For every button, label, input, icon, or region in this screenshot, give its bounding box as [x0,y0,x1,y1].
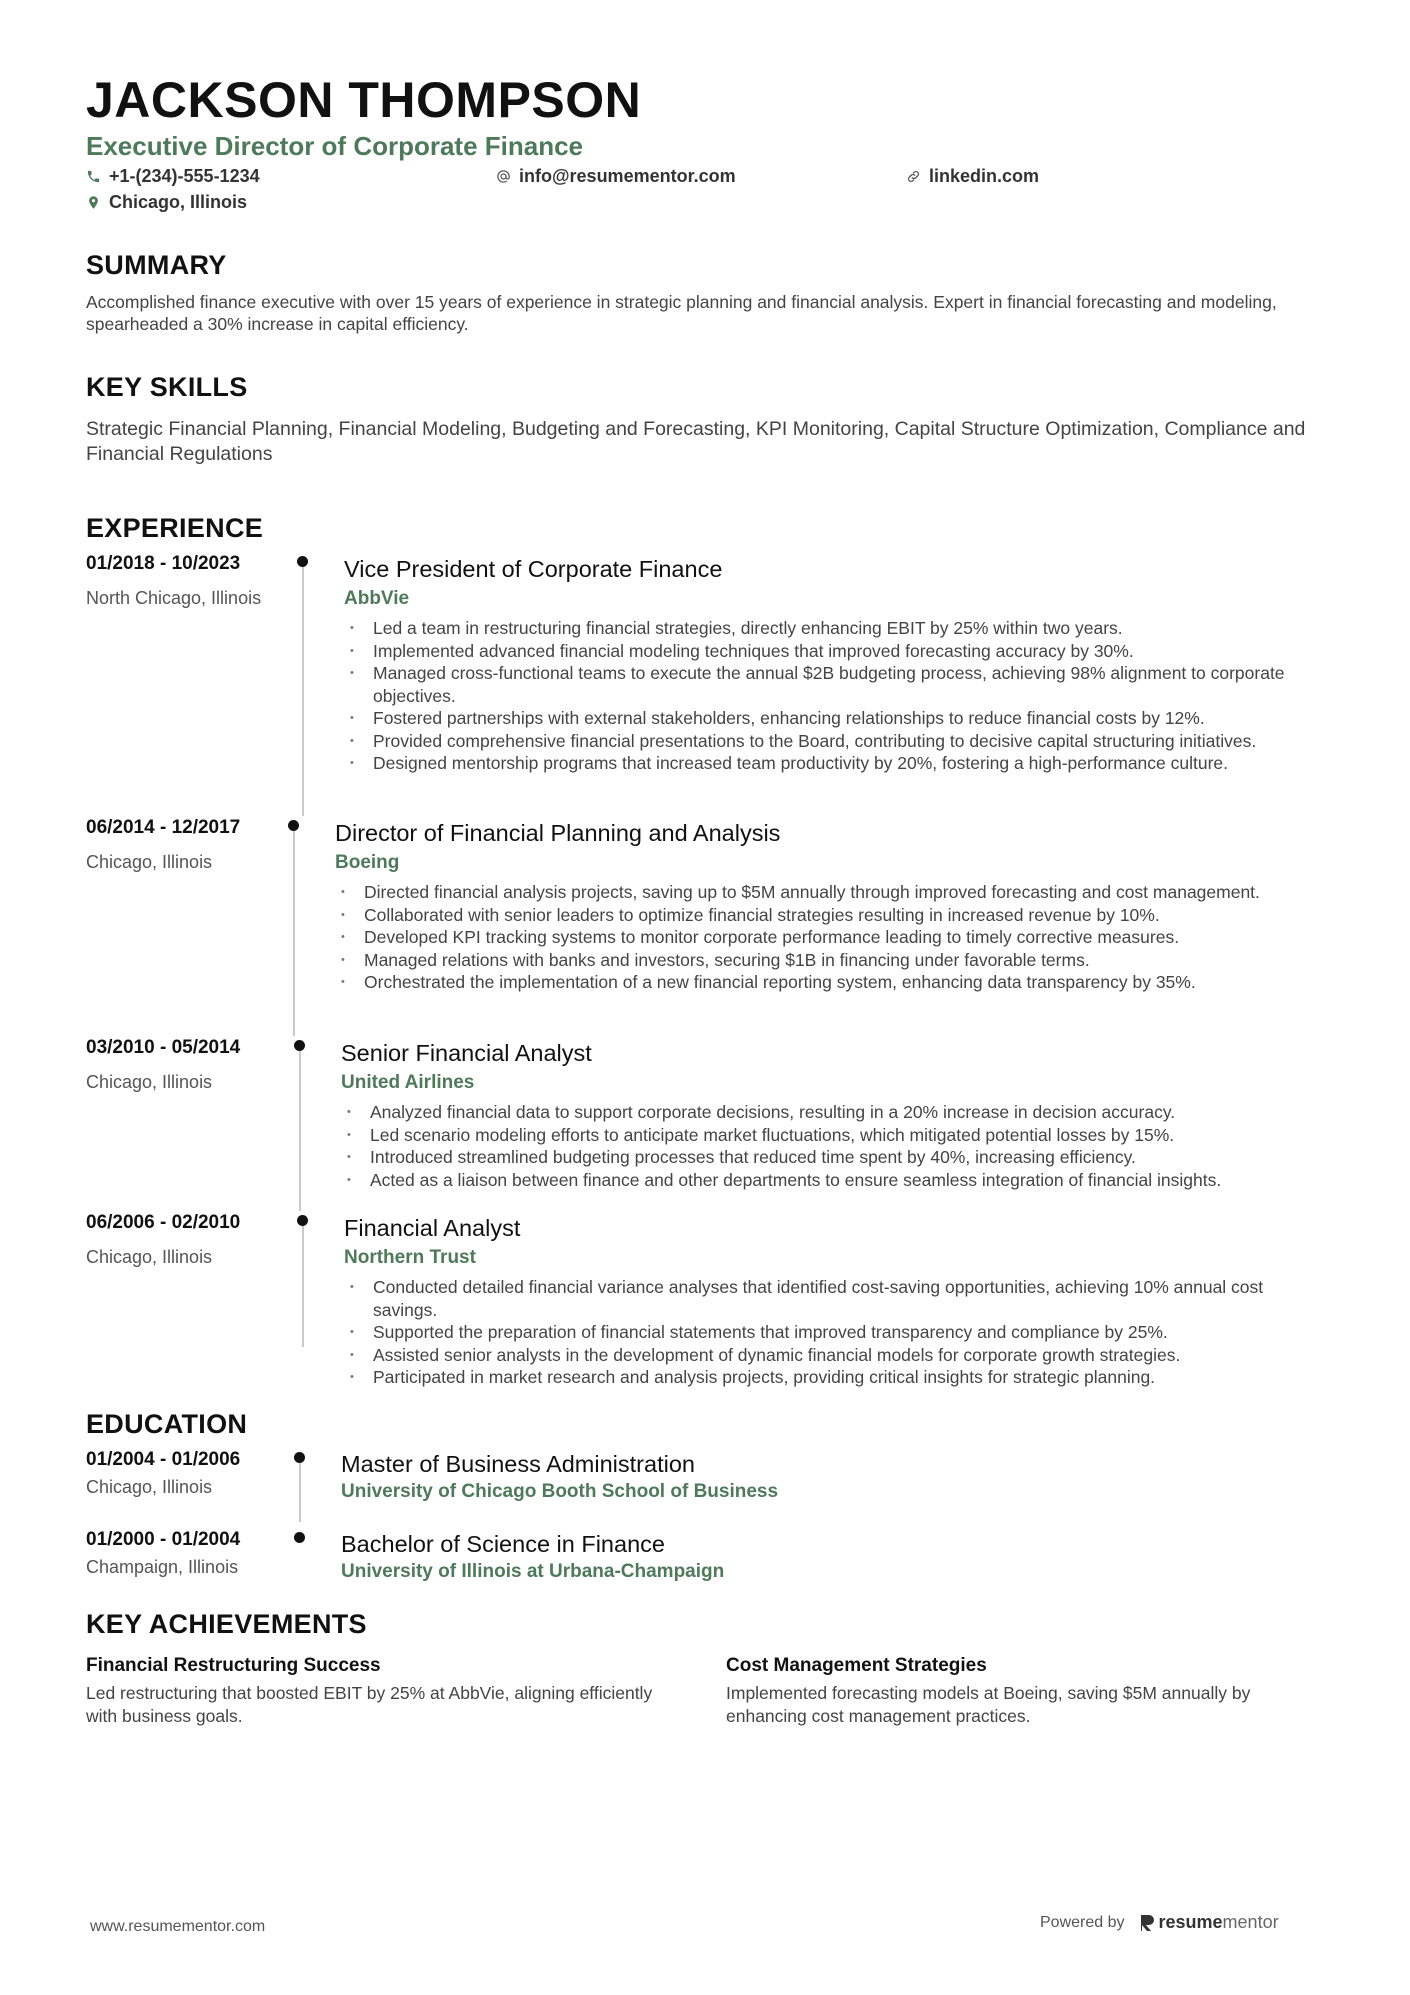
phone-text: +1-(234)-555-1234 [109,165,260,186]
contact-linkedin[interactable] [906,166,1206,186]
timeline-line [299,1454,301,1522]
brand-mentor: mentor [1222,1912,1279,1932]
bullet-item: • Collaborated with senior leaders to optimize financial strategies resulting in increased revenue by 10%. [335,904,1315,927]
achievement-title: Financial Restructuring Success [86,1655,381,1676]
education-dates: 01/2004 - 01/2006 [86,1449,241,1470]
job-details [321,1211,1324,1406]
job-details [321,1036,1321,1211]
timeline-dot [297,1215,308,1226]
skills-text: Strategic Financial Planning, Financial Modeling, Budgeting and Forecasting, KPI Monitoring, Capital Structure Optimization, Compliance and Financial Regulations [86,418,1306,465]
education-details [321,1448,778,1528]
bullet-item: • Analyzed financial data to support corporate decisions, resulting in a 20% increase in decision accuracy. [341,1101,1321,1124]
timeline-dot [297,556,308,567]
education-entry [86,1528,1326,1608]
bullet-item: • Assisted senior analysts in the development of dynamic financial models for corporate growth strategies. [344,1344,1324,1367]
job-location: Chicago, Illinois [86,1247,213,1267]
job-entry [86,552,1326,816]
bullet-item: • Led a team in restructuring financial strategies, directly enhancing EBIT by 25% within two years. [344,617,1324,640]
achievement-item [86,1654,726,1728]
timeline-line [293,822,295,1036]
job-entry [86,1036,1326,1211]
education-degree: Bachelor of Science in Finance [341,1531,665,1557]
powered-by-label: Powered by [1040,1913,1125,1931]
linkedin-link[interactable]: linkedin.com [929,165,1040,186]
bullet-item: • Led scenario modeling efforts to anticipate market fluctuations, which mitigated potential losses by 15%. [341,1124,1321,1147]
summary-title: SUMMARY [86,250,227,280]
job-details [321,816,1315,1036]
header [86,72,1326,212]
job-role: Financial Analyst [344,1215,521,1241]
headline: Executive Director of Corporate Finance [86,131,584,161]
achievements-title: KEY ACHIEVEMENTS [86,1609,367,1639]
bullet-item: • Fostered partnerships with external stakeholders, enhancing relationships to reduce financial costs by 12%. [344,707,1324,730]
job-bullets [335,881,1315,994]
bullet-item: • Provided comprehensive financial presentations to the Board, contributing to decisive capital structuring initiatives. [344,730,1324,753]
at-icon [496,169,511,184]
resume-page [86,72,1326,1728]
contact-email[interactable] [496,166,906,186]
timeline-dot [294,1452,305,1463]
candidate-name: JACKSON THOMPSON [86,72,642,128]
location-pin-icon [86,195,101,210]
job-bullets [344,1276,1324,1389]
skills-title: KEY SKILLS [86,372,248,402]
resumementor-logo-icon [1139,1914,1155,1932]
achievements-section [86,1608,1326,1728]
job-company: Northern Trust [344,1247,476,1268]
achievement-item [726,1654,1326,1728]
timeline-line [302,1217,304,1347]
job-company: United Airlines [341,1072,475,1093]
job-entry [86,1211,1326,1406]
brand-resume: resume [1158,1912,1223,1932]
summary-text: Accomplished finance executive with over 15 years of experience in strategic planning and financial analysis. Expert in financial forecasting and modeling, spearheaded a 30% increase in capital efficiency. [86,292,1277,334]
job-role: Senior Financial Analyst [341,1040,592,1066]
education-school: University of Chicago Booth School of Business [341,1481,779,1502]
job-meta [86,1036,321,1211]
job-meta [86,552,321,816]
job-dates: 06/2006 - 02/2010 [86,1212,241,1233]
job-company: AbbVie [344,588,410,609]
footer-website[interactable]: www.resumementor.com [90,1918,266,1935]
job-meta [86,1211,321,1406]
achievement-title: Cost Management Strategies [726,1655,987,1676]
contact-location [86,192,496,212]
job-role: Director of Financial Planning and Analysis [335,820,781,846]
job-role: Vice President of Corporate Finance [344,556,723,582]
education-title: EDUCATION [86,1409,248,1439]
experience-section [86,512,1326,1406]
education-meta [86,1528,321,1608]
bullet-item: • Supported the preparation of financial statements that improved transparency and compliance by 25%. [344,1321,1324,1344]
email-link[interactable]: info@resumementor.com [519,165,736,186]
bullet-item: • Acted as a liaison between finance and other departments to ensure seamless integration of financial insights. [341,1169,1321,1192]
education-location: Chicago, Illinois [86,1477,213,1497]
bullet-item: • Conducted detailed financial variance analyses that identified cost-saving opportunities, achieving 10% annual cost savings. [344,1276,1324,1321]
job-entry [86,816,1326,1036]
link-icon [906,169,921,184]
education-timeline [86,1448,1326,1608]
job-location: North Chicago, Illinois [86,588,262,608]
job-dates: 03/2010 - 05/2014 [86,1037,241,1058]
job-location: Chicago, Illinois [86,852,213,872]
job-bullets [344,617,1324,775]
achievement-text: Implemented forecasting models at Boeing, saving $5M annually by enhancing cost management practices. [726,1683,1251,1726]
bullet-item: • Managed relations with banks and investors, securing $1B in financing under favorable terms. [335,949,1315,972]
phone-icon [86,169,101,184]
job-bullets [341,1101,1321,1191]
education-degree: Master of Business Administration [341,1451,695,1477]
contact-phone [86,166,496,186]
brand-logo[interactable] [1139,1912,1279,1933]
bullet-item: • Implemented advanced financial modeling techniques that improved forecasting accuracy by 30%. [344,640,1324,663]
summary-section [86,249,1326,335]
timeline-line [302,558,304,816]
bullet-item: • Developed KPI tracking systems to monitor corporate performance leading to timely corrective measures. [335,926,1315,949]
job-dates: 01/2018 - 10/2023 [86,553,241,574]
experience-timeline [86,552,1326,1406]
achievements-grid [86,1654,1326,1728]
job-meta [86,816,321,1036]
location-text: Chicago, Illinois [109,191,248,212]
skills-section [86,371,1326,467]
timeline-line [299,1042,301,1211]
timeline-dot [288,820,299,831]
education-details [321,1528,724,1608]
education-location: Champaign, Illinois [86,1557,239,1577]
contact-list [86,166,1326,212]
education-entry [86,1448,1326,1528]
experience-title: EXPERIENCE [86,513,264,543]
job-details [321,552,1324,816]
bullet-item: • Managed cross-functional teams to execute the annual $2B budgeting process, achieving 98% alignment to corporate objectives. [344,662,1324,707]
timeline-dot [294,1040,305,1051]
education-school: University of Illinois at Urbana-Champaign [341,1561,725,1582]
timeline-dot [294,1532,305,1543]
job-company: Boeing [335,852,400,873]
footer-branding [1040,1912,1279,1933]
bullet-item: • Directed financial analysis projects, saving up to $5M annually through improved forecasting and cost management. [335,881,1315,904]
education-dates: 01/2000 - 01/2004 [86,1529,241,1550]
job-dates: 06/2014 - 12/2017 [86,817,241,838]
education-section [86,1408,1326,1608]
job-location: Chicago, Illinois [86,1072,213,1092]
bullet-item: • Participated in market research and analysis projects, providing critical insights for strategic planning. [344,1366,1324,1389]
bullet-item: • Introduced streamlined budgeting processes that reduced time spent by 40%, increasing efficiency. [341,1146,1321,1169]
bullet-item: • Orchestrated the implementation of a new financial reporting system, enhancing data transparency by 35%. [335,971,1315,994]
achievement-text: Led restructuring that boosted EBIT by 25% at AbbVie, aligning efficiently with business goals. [86,1683,653,1726]
education-meta [86,1448,321,1528]
bullet-item: • Designed mentorship programs that increased team productivity by 20%, fostering a high-performance culture. [344,752,1324,775]
